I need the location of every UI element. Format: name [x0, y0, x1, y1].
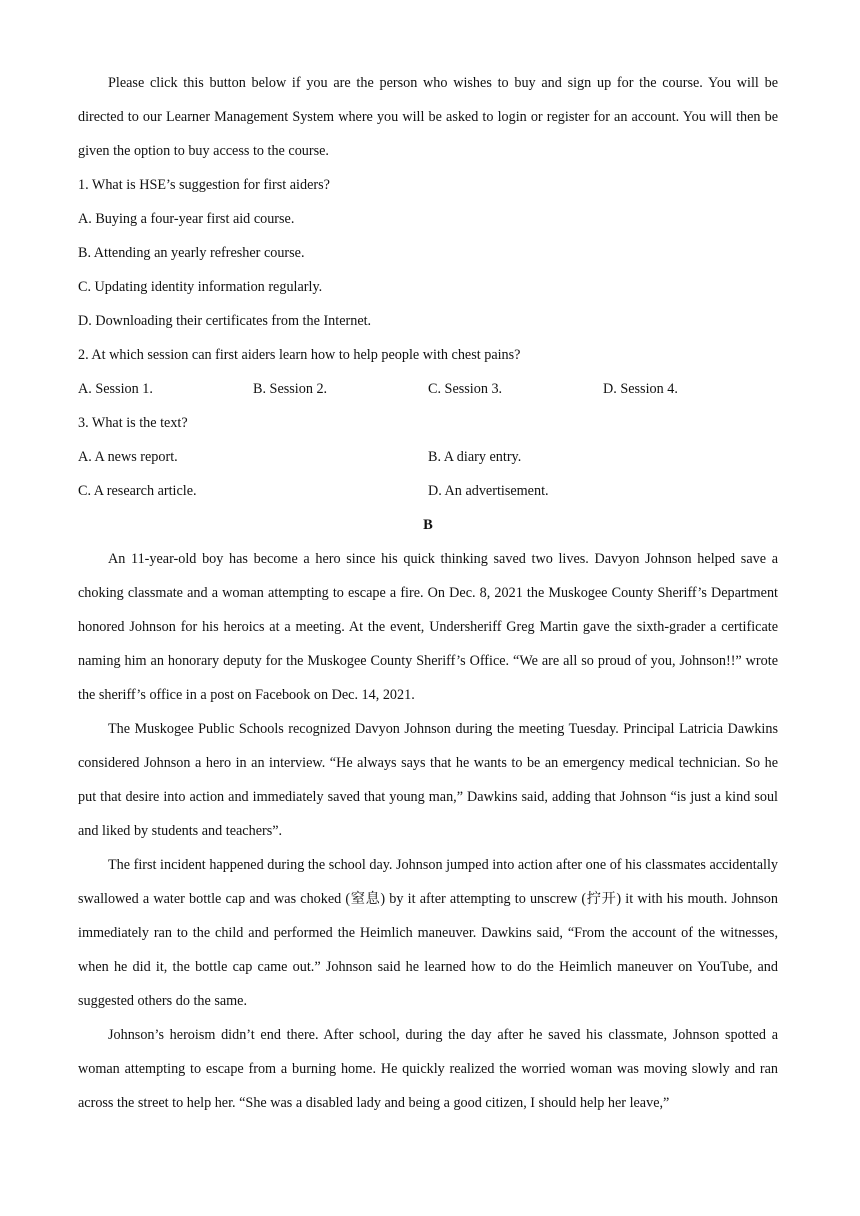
question-3: 3. What is the text?: [78, 415, 188, 431]
question-1-option-d: D. Downloading their certificates from the Internet.: [78, 313, 372, 329]
question-3-option-b: B. A diary entry.: [428, 449, 522, 465]
section-b-paragraph-1: An 11-year-old boy has become a hero since his quick thinking saved two lives. Davyon Johnson helped save a choking classmate and a woman attempting to escape a fire. On Dec. 8, 2021 the Muskogee County Sheriff’s Department honored Johnson for his heroics at a meeting. At the event, Undersheriff Greg Martin gave the sixth-grader a certificate naming him an honorary deputy for the Muskogee County Sheriff’s Office. “We are all so proud of you, Johnson!!” wrote the sheriff’s office in a post on Facebook on Dec. 14, 2021.: [78, 551, 778, 703]
question-3-options-row-2: [78, 474, 778, 508]
question-1: 1. What is HSE’s suggestion for first aiders?: [78, 177, 330, 193]
section-b-paragraph-4: Johnson’s heroism didn’t end there. After school, during the day after he saved his classmate, Johnson spotted a woman attempting to escape from a burning home. He quickly realized the worried woman was moving slowly and ran across the street to help her. “She was a disabled lady and being a good citizen, I should help her leave,”: [78, 1027, 778, 1111]
question-2-option-b: B. Session 2.: [253, 381, 328, 397]
question-3-option-d: D. An advertisement.: [428, 483, 549, 499]
question-2-options: [78, 372, 778, 406]
question-3-option-a: A. A news report.: [78, 449, 178, 465]
section-b-paragraph-3: The first incident happened during the school day. Johnson jumped into action after one of his classmates accidentally swallowed a water bottle cap and was choked (窒息) by it after attempting to unscrew (拧开) it with his mouth. Johnson immediately ran to the child and performed the Heimlich maneuver. Dawkins said, “From the account of the witnesses, when he did it, the bottle cap came out.” Johnson said he learned how to do the Heimlich maneuver on YouTube, and suggested others do the same.: [78, 857, 778, 1009]
document-content: [78, 66, 778, 1120]
section-b-paragraph-2: The Muskogee Public Schools recognized Davyon Johnson during the meeting Tuesday. Principal Latricia Dawkins considered Johnson a hero in an interview. “He always says that he wants to be an emergency medical technician. So he put that desire into action and immediately saved that young man,” Dawkins said, adding that Johnson “is just a kind soul and liked by students and teachers”.: [78, 721, 778, 839]
section-b-heading: B: [423, 517, 433, 533]
question-3-options-row-1: [78, 440, 778, 474]
question-2-option-c: C. Session 3.: [428, 381, 503, 397]
question-1-option-c: C. Updating identity information regularly.: [78, 279, 323, 295]
question-3-option-c: C. A research article.: [78, 483, 197, 499]
question-1-option-a: A. Buying a four-year first aid course.: [78, 211, 295, 227]
question-2: 2. At which session can first aiders learn how to help people with chest pains?: [78, 347, 521, 363]
question-1-option-b: B. Attending an yearly refresher course.: [78, 245, 305, 261]
question-2-option-a: A. Session 1.: [78, 381, 153, 397]
intro-paragraph: Please click this button below if you are the person who wishes to buy and sign up for the course. You will be directed to our Learner Management System where you will be asked to login or register for an account. You will then be given the option to buy access to the course.: [78, 75, 778, 159]
question-2-option-d: D. Session 4.: [603, 381, 678, 397]
